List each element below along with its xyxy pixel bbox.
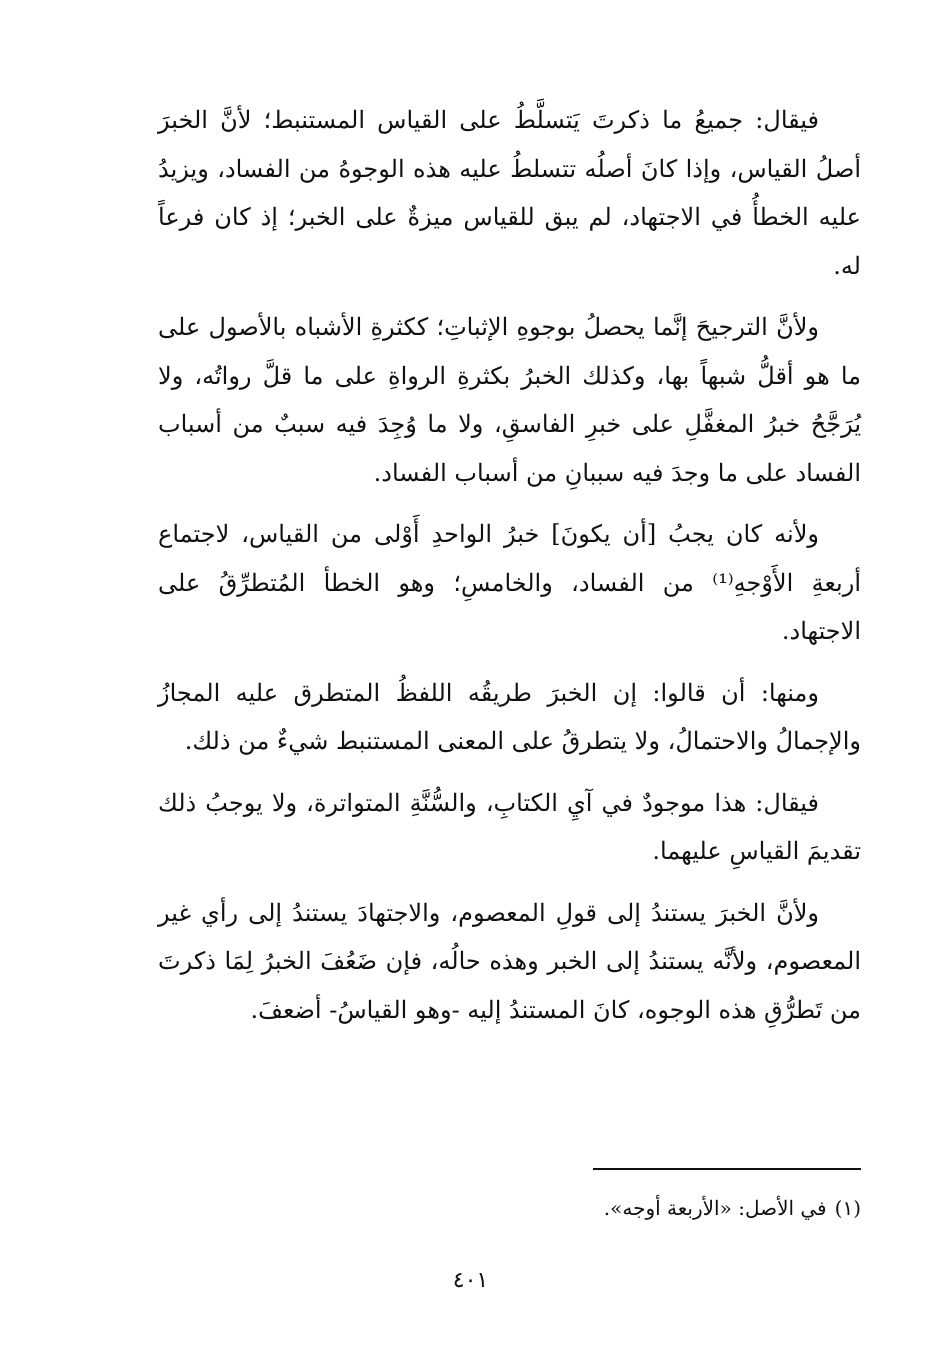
paragraph-1: فيقال: جميعُ ما ذكرتَ يَتسلَّطُ على القياس المستنبط؛ لأنَّ الخبرَ أصلُ القياس، وإذا كانَ أصلُه تتسلطُ عليه هذه الوجوهُ من الفساد، ويزيدُ عليه الخطأُ في الاجتهاد، لم يبق للقياس ميزةٌ على الخبر؛ إذ كان فرعاً له. <box>158 106 861 280</box>
paragraph-4: ومنها: أن قالوا: إن الخبرَ طريقُه اللفظُ المتطرق عليه المجازُ والإجمالُ والاحتمالُ، ولا يتطرقُ على المعنى المستنبط شيءٌ من ذلك. <box>158 678 861 755</box>
paragraph-6: ولأنَّ الخبرَ يستندُ إلى قولِ المعصوم، والاجتهادَ يستندُ إلى رأي غير المعصوم، ولأنَّه يستندُ إلى الخبر وهذه حالُه، فإن ضَعُفَ الخبرُ لِمَا ذكرتَ من تَطرُّقِ هذه الوجوه، كانَ المستندُ إليه -وهو القياسُ- أضعفَ. <box>158 898 861 1024</box>
footnote <box>158 1193 861 1223</box>
footnote-number: (١) <box>834 1196 861 1220</box>
main-text <box>158 96 861 1047</box>
paragraph-2: ولأنَّ الترجيحَ إنَّما يحصلُ بوجوهِ الإثباتِ؛ ككثرةِ الأشباه بالأصول على ما هو أقلُّ شبهاً بها، وكذلك الخبرُ بكثرةِ الرواةِ على ما قلَّ رواتُه، ولا يُرَجَّحُ خبرُ المغفَّلِ على خبرِ الفاسقِ، ولا ما وُجِدَ فيه سببٌ من أسباب الفساد على ما وجدَ فيه سببانِ من أسباب الفساد. <box>158 313 861 487</box>
footnote-separator <box>593 1168 861 1170</box>
paragraph-5: فيقال: هذا موجودٌ في آيِ الكتابِ، والسُّنَّةِ المتواترة، ولا يوجبُ ذلك تقديمَ القياسِ عليهما. <box>158 788 861 865</box>
page-number: ٤٠١ <box>452 1268 489 1293</box>
paragraph-3: ولأنه كان يجبُ [أن يكونَ] خبرُ الواحدِ أَوْلى من القياس، لاجتماع أربعةِ الأَوْجهِ⁽¹⁾ من الفساد، والخامسِ؛ وهو الخطأ المُتطرِّقُ على الاجتهاد. <box>158 520 861 645</box>
footnote-text: في الأصل: «الأربعة أوجه». <box>603 1196 827 1220</box>
